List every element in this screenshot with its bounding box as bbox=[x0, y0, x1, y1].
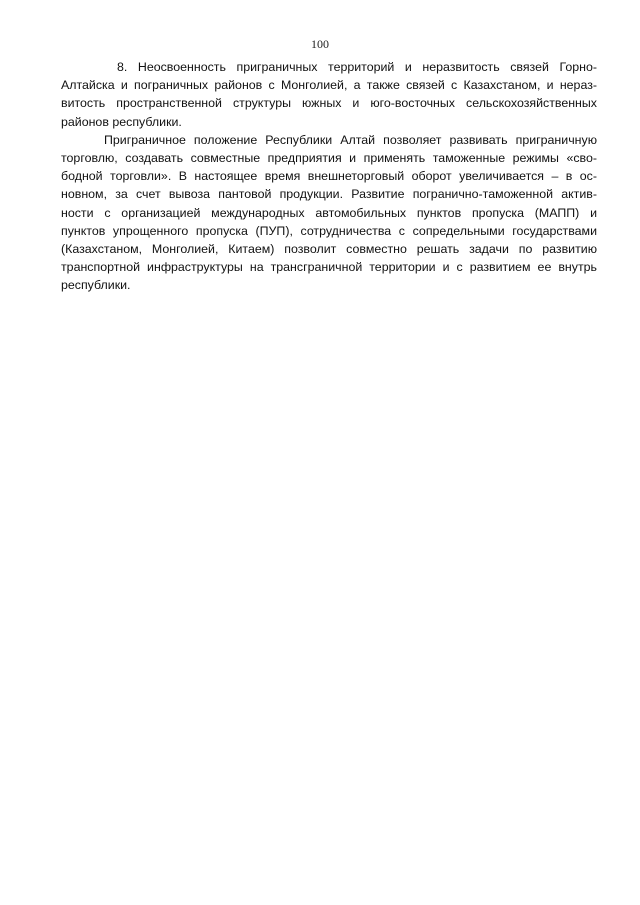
text-line: бодной торговли». В настоящее время внешнеторговый оборот увеличивается – в ос- bbox=[61, 169, 597, 184]
text-line: торговлю, создавать совместные предприятия и применять таможенные режимы «сво- bbox=[61, 151, 597, 166]
text-line: витость пространственной структуры южных и юго-восточных сельскохозяйственных bbox=[61, 96, 597, 111]
text-line: (Казахстаном, Монголией, Китаем) позволит совместно решать задачи по развитию bbox=[61, 242, 597, 257]
text-line: Приграничное положение Республики Алтай позволяет развивать приграничную bbox=[104, 132, 597, 147]
text-line: республики. bbox=[61, 278, 131, 293]
text-line: ности с организацией международных автомобильных пунктов пропуска (МАПП) и bbox=[61, 205, 597, 220]
page-number: 100 bbox=[311, 37, 329, 51]
text-line: пунктов упрощенного пропуска (ПУП), сотрудничества с сопредельными государствами bbox=[61, 223, 597, 238]
paragraph-1 bbox=[61, 58, 597, 131]
paragraph-2 bbox=[61, 131, 597, 295]
text-line: районов республики. bbox=[61, 114, 182, 129]
text-line: транспортной инфраструктуры на трансграничной территории и с развитием ее внутрь bbox=[61, 260, 597, 275]
text-line: новном, за счет вывоза пантовой продукции. Развитие погранично-таможенной актив- bbox=[61, 187, 597, 202]
body-text bbox=[61, 58, 597, 295]
text-line: Алтайска и пограничных районов с Монголией, а также связей с Казахстаном, и нераз- bbox=[61, 78, 597, 93]
text-line: 8. Неосвоенность приграничных территорий и неразвитость связей Горно- bbox=[117, 60, 597, 74]
